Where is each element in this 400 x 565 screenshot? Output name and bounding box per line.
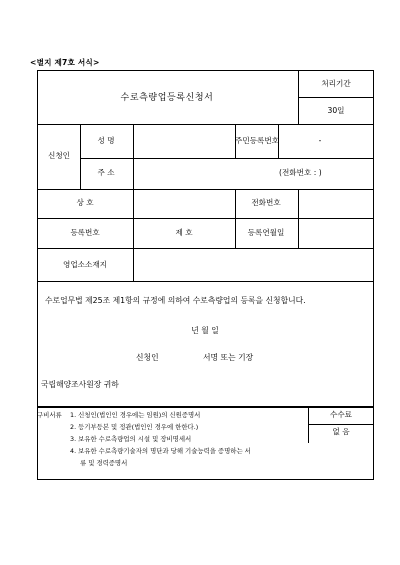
application-date: 년 월 일 xyxy=(191,326,219,335)
applicant-section-label: 신청인 xyxy=(47,151,71,160)
attachment-item-4: 4. 보유한 수로측량기술자의 명단과 당해 기술능력을 증명하는 서 xyxy=(70,447,251,455)
rule-namelabel-right xyxy=(133,124,134,281)
processing-period-value: 30일 xyxy=(327,106,345,115)
resident-number-dash: - xyxy=(318,136,322,145)
application-statement: 수로업무법 제25조 제1항의 규정에 의하여 수로측량업의 등록을 신청합니다. xyxy=(45,296,306,305)
signer-label: 신청인 xyxy=(136,353,159,362)
rule-trade-mid xyxy=(235,189,236,248)
addressee: 국립해양조사원장 귀하 xyxy=(41,380,119,389)
rule-applicant-left xyxy=(80,124,81,189)
office-location-label: 영업소소재지 xyxy=(62,260,108,269)
rule-trade-right xyxy=(298,189,299,248)
phone-number-parenthetical: (전화번호 : ) xyxy=(279,168,322,177)
resident-number-label: 주민등록번호 xyxy=(234,136,280,145)
attachment-item-4-cont: 류 및 경력증명서 xyxy=(80,459,128,467)
attachment-item-2: 2. 등기부등본 및 정관(법인인 경우에 한한다.) xyxy=(70,423,199,431)
signature-label: 서명 또는 기장 xyxy=(203,353,254,362)
rule-title-bottom xyxy=(37,124,374,125)
rule-regno-bottom xyxy=(37,248,374,249)
rule-statement-bottom xyxy=(37,406,374,408)
form-reference: <별지 제7호 서식> xyxy=(30,58,100,67)
address-label: 주 소 xyxy=(97,168,115,177)
rule-fee-mid xyxy=(308,424,374,425)
attachment-item-3: 3. 보유한 수로측량업의 시설 및 장비명세서 xyxy=(70,435,192,443)
attachment-item-1: 1. 신청인(법인인 경우에는 임원)의 신원증명서 xyxy=(70,411,201,419)
rule-trade-bottom xyxy=(37,218,374,219)
rule-address-bottom xyxy=(37,189,374,190)
trade-name-label: 상 호 xyxy=(76,198,94,207)
form-title: 수로측량업등록신청서 xyxy=(120,93,214,103)
rule-office-bottom xyxy=(37,281,374,282)
rule-name-bottom xyxy=(80,158,374,159)
rule-processing-mid xyxy=(298,97,374,98)
registration-date-label: 등록연월일 xyxy=(247,228,285,237)
attachments-label: 구비서류 xyxy=(37,411,62,419)
rule-fee-left xyxy=(308,406,309,443)
fee-label: 수수료 xyxy=(329,410,353,419)
rule-processing-left xyxy=(298,70,299,124)
fee-value: 없 음 xyxy=(332,427,350,436)
processing-period-label: 처리기간 xyxy=(321,79,351,88)
registration-number-label: 등록번호 xyxy=(70,228,100,237)
registration-number-title: 제 호 xyxy=(175,228,193,237)
name-label: 성 명 xyxy=(97,136,115,145)
phone-label: 전화번호 xyxy=(251,198,281,207)
